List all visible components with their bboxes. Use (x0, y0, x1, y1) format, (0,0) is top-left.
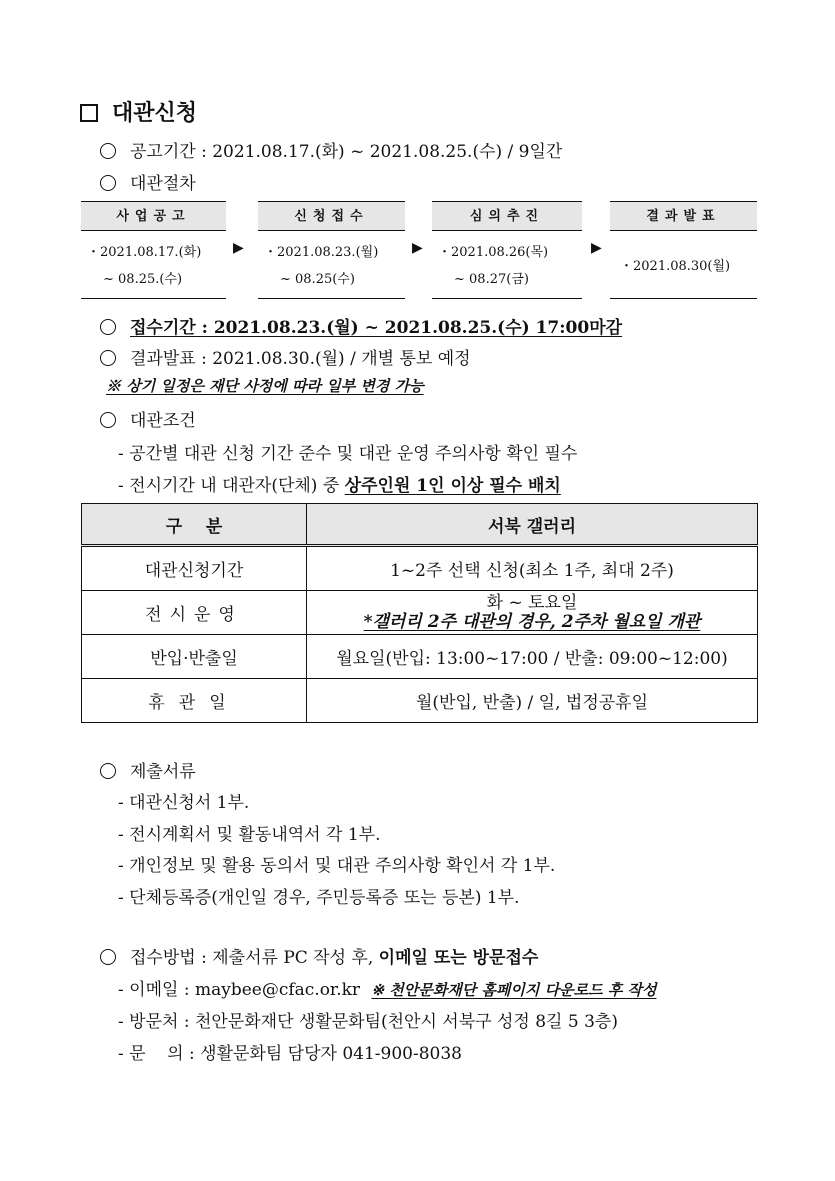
gallery-table (81, 503, 758, 723)
step-title: 신청접수 (258, 201, 405, 231)
step-dates: ・2021.08.17.(화) ~ 08.25.(수) (81, 233, 226, 299)
row-value: 화 ~ 토요일 *갤러리 2주 대관의 경우, 2주차 월요일 개관 (307, 591, 758, 635)
step-title: 사업공고 (81, 201, 226, 231)
result-announcement: 결과발표 : 2021.08.30.(월) / 개별 통보 예정 (100, 344, 471, 369)
document-item: - 단체등록증(개인일 경우, 주민등록증 또는 등본) 1부. (118, 888, 520, 908)
document-item: - 개인정보 및 활용 동의서 및 대관 주의사항 확인서 각 1부. (118, 856, 556, 876)
circle-bullet-icon (100, 412, 116, 428)
step-title: 결과발표 (610, 201, 757, 231)
notice-period: 공고기간 : 2021.08.17.(화) ~ 2021.08.25.(수) / 9일간 (100, 137, 562, 162)
step-dates: ・2021.08.26(목) ~ 08.27(금) (432, 233, 582, 299)
circle-bullet-icon (100, 175, 116, 191)
row-label: 전시운영 (82, 591, 307, 635)
table-row (82, 679, 758, 723)
schedule-note: ※ 상기 일정은 재단 사정에 따라 일부 변경 가능 (106, 377, 424, 395)
circle-bullet-icon (100, 350, 116, 366)
circle-bullet-icon (100, 763, 116, 779)
email-line: - 이메일 : maybee@cfac.or.kr ※ 천안문화재단 홈페이지 다운로드 후 작성 (118, 980, 657, 1000)
step-dates: ・2021.08.30(월) (610, 233, 757, 299)
section-heading: 대관신청 (80, 96, 197, 127)
document-item: - 전시계획서 및 활동내역서 각 1부. (118, 825, 381, 845)
circle-bullet-icon (100, 319, 116, 335)
table-header: 서북 갤러리 (307, 504, 758, 546)
document-item: - 대관신청서 1부. (118, 793, 250, 813)
row-label: 반입·반출일 (82, 635, 307, 679)
row-label: 휴관일 (82, 679, 307, 723)
table-row (82, 546, 758, 591)
visit-line: - 방문처 : 천안문화재단 생활문화팀(천안시 서북구 성정 8길 5 3층) (118, 1012, 618, 1032)
procedure-label: 대관절차 (100, 169, 196, 194)
arrow-right-icon: ▶ (591, 240, 602, 256)
inquiry-line: - 문 의 : 생활문화팀 담당자 041-900-8038 (118, 1044, 462, 1064)
condition-item: - 전시기간 내 대관자(단체) 중 상주인원 1인 이상 필수 배치 (118, 476, 561, 496)
documents-label: 제출서류 (100, 757, 196, 782)
circle-bullet-icon (100, 949, 116, 965)
conditions-label: 대관조건 (100, 406, 196, 431)
checkbox-square-icon (80, 104, 98, 122)
step-dates: ・2021.08.23.(월) ~ 08.25(수) (258, 233, 405, 299)
circle-bullet-icon (100, 143, 116, 159)
table-row (82, 591, 758, 635)
table-header-row (82, 504, 758, 546)
row-value: 월요일(반입: 13:00~17:00 / 반출: 09:00~12:00) (307, 635, 758, 679)
row-value: 1~2주 선택 신청(최소 1주, 최대 2주) (307, 546, 758, 591)
table-row (82, 635, 758, 679)
step-title: 심의추진 (432, 201, 582, 231)
row-value: 월(반입, 반출) / 일, 법정공휴일 (307, 679, 758, 723)
condition-item: - 공간별 대관 신청 기간 준수 및 대관 운영 주의사항 확인 필수 (118, 444, 578, 464)
reception-period: 접수기간 : 2021.08.23.(월) ~ 2021.08.25.(수) 17:00마감 (100, 313, 622, 338)
row-label: 대관신청기간 (82, 546, 307, 591)
method-label: 접수방법 : 제출서류 PC 작성 후, 이메일 또는 방문접수 (100, 943, 538, 968)
table-header: 구 분 (82, 504, 307, 546)
email-link[interactable]: : maybee@cfac.or.kr (183, 980, 361, 1000)
arrow-right-icon: ▶ (233, 240, 244, 256)
arrow-right-icon: ▶ (412, 240, 423, 256)
